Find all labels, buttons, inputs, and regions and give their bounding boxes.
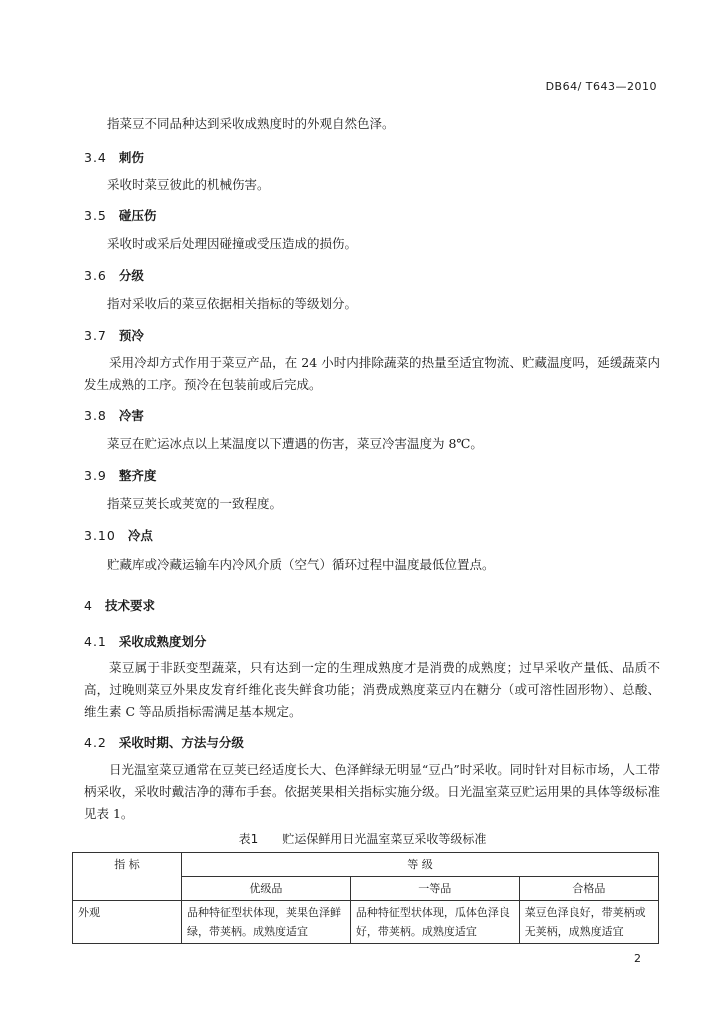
grade-cell: 菜豆色泽良好，带荚柄或无荚柄，成熟度适宜	[519, 901, 658, 944]
document-code: DB64/ T643—2010	[545, 80, 657, 93]
section-number: 3.6	[84, 268, 107, 283]
section-heading-3-10	[84, 526, 153, 544]
section-number: 4.1	[84, 634, 107, 649]
section-text-3-5: 采收时或采后处理因碰撞或受压造成的损伤。	[107, 236, 358, 251]
section-heading-3-4	[84, 148, 144, 166]
table-caption-title: 贮运保鲜用日光温室菜豆采收等级标准	[282, 832, 487, 846]
grade-standard-table	[72, 852, 659, 944]
section-heading-4-1	[84, 632, 206, 650]
grade-cell: 品种特征型状体现，瓜体色泽良好，带荚柄。成熟度适宜	[350, 901, 519, 944]
section-text-3-8: 菜豆在贮运冰点以上某温度以下遭遇的伤害，菜豆冷害温度为 8℃。	[107, 436, 483, 451]
grade-first-header: 一等品	[350, 877, 519, 901]
section-heading-3-9	[84, 466, 156, 484]
section-title: 分级	[118, 268, 144, 283]
section-text-4-1: 菜豆属于非跃变型蔬菜，只有达到一定的生理成熟度才是消费的成熟度；过早采收产量低、品质不高，过晚则菜豆外果皮发育纤维化丧失鲜食功能；消费成熟度菜豆内在糖分（或可溶性固形物）、总酸、维生素 C 等品质指标需满足基本规定。	[84, 660, 660, 719]
grade-premium-header: 优级品	[182, 877, 351, 901]
section-number: 3.4	[84, 150, 107, 165]
section-text-4-2: 日光温室菜豆通常在豆荚已经适度长大、色泽鲜绿无明显“豆凸”时采收。同时针对目标市场，人工带柄采收，采收时戴洁净的薄布手套。依据荚果相关指标实施分级。日光温室菜豆贮运用果的具体等级标准见表 1。	[84, 762, 660, 821]
section-number: 3.10	[84, 528, 116, 543]
section-text-3-7: 采用冷却方式作用于菜豆产品，在 24 小时内排除蔬菜的热量至适宜物流、贮藏温度吗，延缓蔬菜内发生成熟的工序。预冷在包装前或后完成。	[84, 355, 660, 392]
section-title: 预冷	[118, 328, 144, 343]
section-title: 技术要求	[104, 598, 155, 613]
intro-paragraph: 指菜豆不同品种达到采收成熟度时的外观自然色泽。	[107, 116, 395, 131]
grade-cell: 品种特征型状体现，荚果色泽鲜绿，带荚柄。成熟度适宜	[182, 901, 351, 944]
section-text-3-4: 采收时菜豆彼此的机械伤害。	[107, 177, 270, 192]
grade-header: 等 级	[182, 853, 659, 877]
section-number: 3.5	[84, 208, 107, 223]
section-title: 刺伤	[118, 150, 144, 165]
section-title: 采收时期、方法与分级	[118, 735, 244, 750]
section-title: 碰压伤	[118, 208, 157, 223]
indicator-header: 指 标	[73, 853, 182, 901]
section-heading-3-5	[84, 206, 156, 224]
table-row	[73, 901, 659, 944]
section-title: 整齐度	[118, 468, 157, 483]
grade-qualified-header: 合格品	[519, 877, 658, 901]
section-heading-4	[84, 596, 155, 614]
section-title: 采收成熟度划分	[118, 634, 207, 649]
section-heading-3-8	[84, 406, 144, 424]
section-heading-4-2	[84, 733, 244, 751]
section-number: 3.9	[84, 468, 107, 483]
section-title: 冷害	[118, 408, 144, 423]
section-number: 4	[84, 598, 93, 613]
indicator-cell: 外观	[73, 901, 182, 944]
table-header-row	[73, 853, 659, 877]
page-number: 2	[634, 952, 641, 965]
table-caption	[0, 830, 725, 847]
section-number: 4.2	[84, 735, 107, 750]
section-title: 冷点	[127, 528, 153, 543]
section-heading-3-7	[84, 326, 144, 344]
table-caption-label: 表1	[238, 832, 259, 846]
section-text-3-6: 指对采收后的菜豆依据相关指标的等级划分。	[107, 296, 358, 311]
section-text-3-9: 指菜豆荚长或荚宽的一致程度。	[107, 496, 283, 511]
section-number: 3.7	[84, 328, 107, 343]
section-text-3-10: 贮藏库或冷藏运输车内冷风介质（空气）循环过程中温度最低位置点。	[107, 557, 495, 572]
section-heading-3-6	[84, 266, 144, 284]
section-number: 3.8	[84, 408, 107, 423]
